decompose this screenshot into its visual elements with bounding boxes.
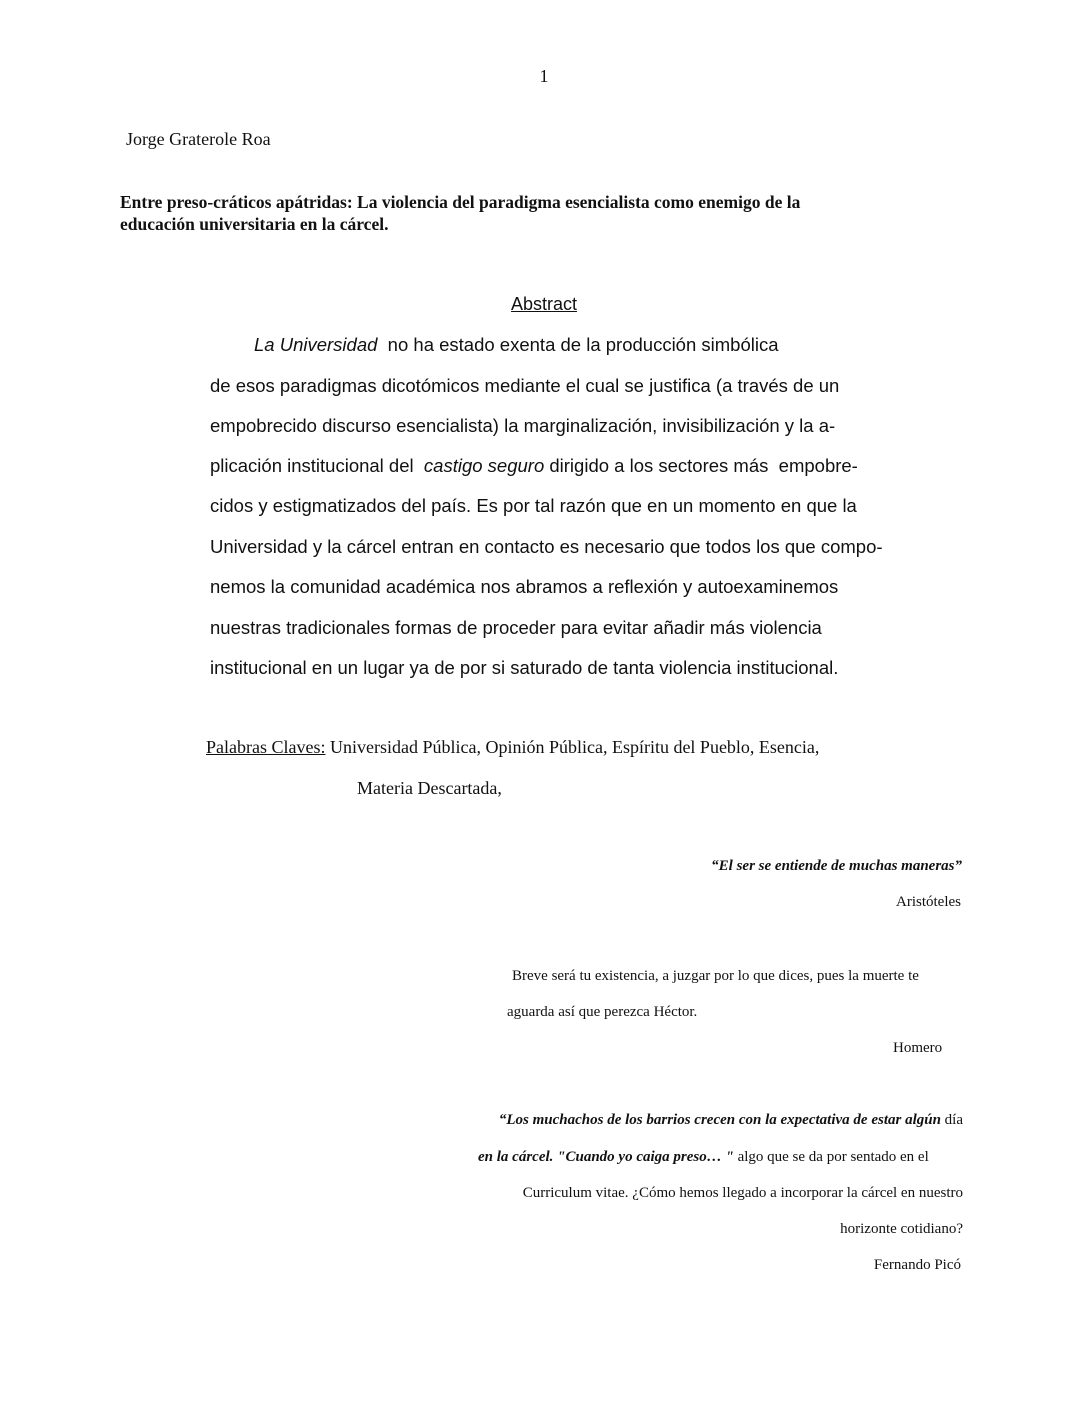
- abstract-line: institucional en un lugar ya de por si saturado de tanta violencia institucional.: [210, 657, 839, 678]
- epigraph-line: aguarda así que perezca Héctor.: [507, 1004, 698, 1020]
- title-line: educación universitaria en la cárcel.: [120, 214, 389, 234]
- page-number: 1: [539, 66, 549, 86]
- abstract-line: cidos y estigmatizados del país. Es por tal razón que en un momento en que la: [210, 495, 857, 516]
- abstract-heading: Abstract: [510, 294, 578, 314]
- keywords-label: Palabras Claves:: [206, 737, 326, 757]
- abstract-line: empobrecido discurso esencialista) la marginalización, invisibilización y la a-: [210, 415, 836, 436]
- epigraph-quote: “El ser se entiende de muchas maneras”: [711, 858, 962, 874]
- abstract-line: Universidad y la cárcel entran en contacto es necesario que todos los que compo-: [210, 536, 883, 557]
- keywords-line: Materia Descartada,: [357, 778, 502, 798]
- epigraph-text: día: [940, 1112, 963, 1128]
- epigraph-line: [478, 1149, 929, 1166]
- epigraph-author: Fernando Picó: [873, 1257, 961, 1273]
- author-name: Jorge Graterole Roa: [126, 129, 271, 149]
- abstract-line: nuestras tradicionales formas de proceder para evitar añadir más violencia: [210, 617, 822, 638]
- epigraph-author: Aristóteles: [896, 894, 961, 910]
- abstract-text: plicación institucional del: [210, 455, 424, 476]
- keywords-text: Universidad Pública, Opinión Pública, Espíritu del Pueblo, Esencia,: [325, 737, 820, 757]
- epigraph-italic: “Los muchachos de los barrios crecen con la expectativa de estar algún: [498, 1112, 941, 1128]
- title-line: Entre preso-cráticos apátridas: La violencia del paradigma esencialista como enemigo de la: [120, 192, 801, 212]
- epigraph-line: Breve será tu existencia, a juzgar por lo que dices, pues la muerte te: [512, 968, 919, 984]
- epigraph-text: algo que se da por sentado en el: [733, 1149, 929, 1165]
- epigraph-author: Homero: [893, 1040, 943, 1056]
- document-title: [120, 191, 800, 235]
- epigraph-line: horizonte cotidiano?: [840, 1221, 963, 1237]
- epigraph-line: Curriculum vitae. ¿Cómo hemos llegado a incorporar la cárcel en nuestro: [522, 1185, 963, 1201]
- abstract-text: dirigido a los sectores más empobre-: [544, 455, 858, 476]
- abstract-line: [210, 455, 858, 477]
- italic-term: La Universidad: [254, 334, 378, 355]
- epigraph-italic: en la cárcel. "Cuando yo caiga preso… ": [478, 1149, 734, 1165]
- keywords-line: [206, 737, 819, 758]
- abstract-text: no ha estado exenta de la producción simbólica: [377, 334, 779, 355]
- abstract-line: de esos paradigmas dicotómicos mediante el cual se justifica (a través de un: [210, 375, 840, 396]
- abstract-line: [254, 334, 779, 356]
- italic-term: castigo seguro: [423, 455, 545, 476]
- abstract-line: nemos la comunidad académica nos abramos a reflexión y autoexaminemos: [210, 576, 839, 597]
- epigraph-line: [499, 1112, 963, 1129]
